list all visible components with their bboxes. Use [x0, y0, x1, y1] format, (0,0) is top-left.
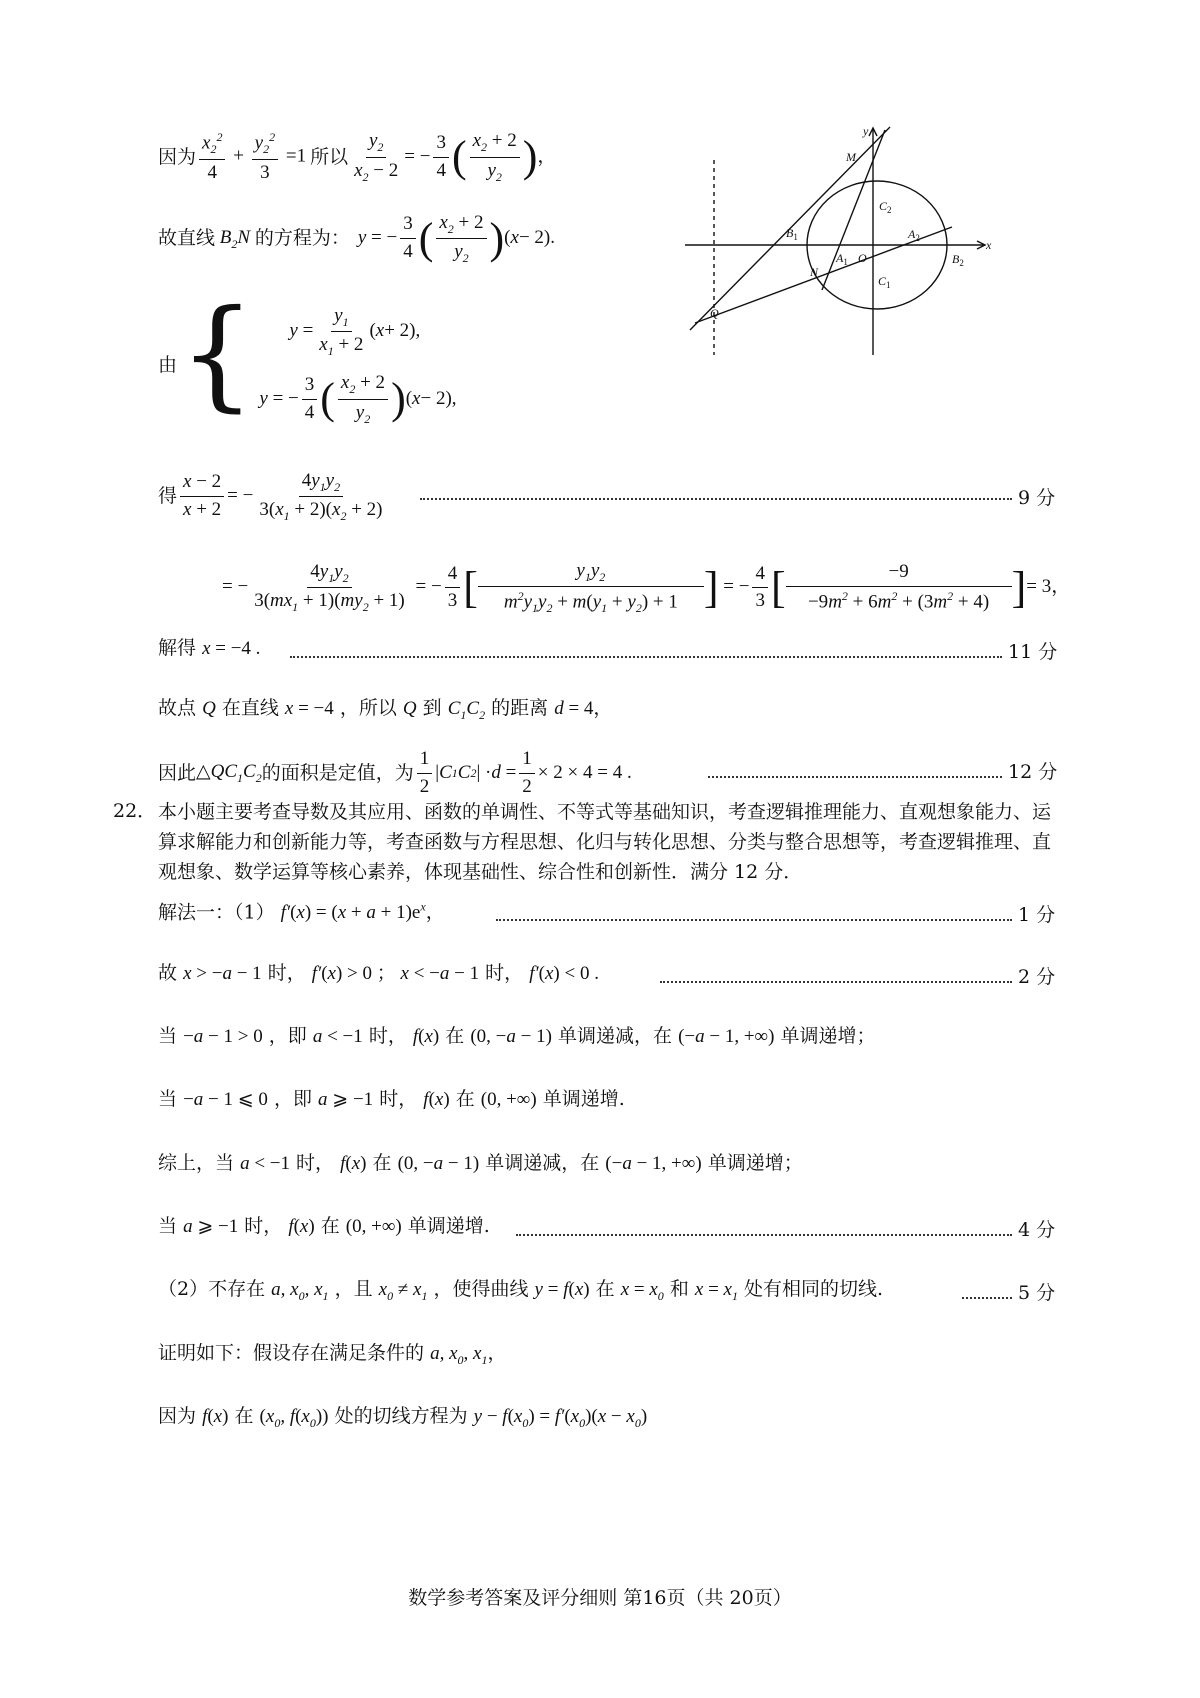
label-in-1: 在 [445, 1025, 465, 1047]
math-neq: $x_0 \ne x_1$ [378, 1279, 428, 1303]
eq-summary-2 [158, 1215, 490, 1239]
label-part2-mid3: 在 [595, 1278, 615, 1300]
math-tangent-eq: $y - f(x_0) = f'(x_0)(x - x_0)$ [473, 1406, 648, 1430]
eq-ellipse-line [158, 130, 556, 184]
system-row-2: y = − $\frac{3}{4}$ ( $\frac{x_2 + 2}{y_2}$ ) ( x − 2), [259, 372, 457, 426]
label-inc-2: 单调递增. [542, 1088, 625, 1110]
label-b2: $B_2$ [952, 252, 964, 268]
label-dec-2: 单调递减，在 [485, 1152, 600, 1174]
eq-case1 [158, 1025, 875, 1049]
label-inc-3: 单调递增； [707, 1152, 803, 1174]
eq-case2 [158, 1088, 625, 1112]
label-line-b2n: 故直线 [158, 227, 216, 250]
eq-sign [158, 962, 599, 986]
eq-tangent [158, 1405, 647, 1430]
label-in-2: 在 [455, 1088, 475, 1110]
math-f-2: f(x) [423, 1089, 450, 1110]
math-x1: $x = x_1$ [694, 1279, 738, 1303]
math-a-lt: a < −1 [312, 1026, 363, 1047]
math-cond1: x > −a − 1 [183, 963, 262, 984]
label-part2-tail: 处有相同的切线. [744, 1278, 884, 1300]
math-triangle: $\triangle QC_1C_2$ [196, 761, 262, 785]
label-part2-mid: ，且 [334, 1278, 373, 1300]
math-a-ge-2: a ⩾ −1 [183, 1216, 239, 1237]
label-so: 所以 [310, 145, 349, 168]
math-a-lt-2: a < −1 [240, 1153, 290, 1174]
label-q-mid2: ，所以 [339, 697, 397, 719]
label-in-3: 在 [372, 1152, 392, 1174]
math-int-1: (0, −a − 1) [470, 1026, 552, 1047]
label-from: 由 [158, 353, 178, 376]
label-when-5: 时， [296, 1152, 335, 1174]
line-q-b2 [695, 227, 952, 323]
label-o: O [858, 251, 867, 265]
math-f-1: f(x) [412, 1026, 440, 1047]
label-in-5: 在 [234, 1405, 254, 1427]
label-q: Q [710, 306, 719, 320]
math-ellipse: $\frac{x_2^2}{4}$ + $\frac{y_2^2}{3}$ =1 [196, 130, 306, 184]
label-ie-1: ，即 [268, 1025, 307, 1047]
dots-12 [708, 776, 1002, 778]
score-2: 2 分 [1018, 966, 1056, 988]
label-when-4: 时， [379, 1088, 418, 1110]
label-part2-and: 和 [669, 1278, 689, 1300]
math-case1-cond: −a − 1 > 0 [183, 1026, 263, 1047]
label-when-neg-1: 当 [158, 1025, 178, 1047]
eq-area [158, 748, 632, 799]
label-when-2: 时， [485, 962, 524, 984]
label-in-4: 在 [320, 1215, 340, 1237]
label-inc-4: 单调递增. [407, 1215, 490, 1237]
score-12: 12 分 [1008, 761, 1058, 783]
label-tangent: 因为 [158, 1405, 197, 1427]
label-part2-mid2: ，使得曲线 [433, 1278, 529, 1300]
math-chain: = − $\frac{4y_1y_2}{3(mx_1 + 1)(my_2 + 1)}$ = − $\frac{4}{3}$ [ $\frac{y_1y_2}{m^2y_1y_2 + m(y_1 + y_2) + 1}$ ] = − $\frac{4}{3}$ [ $\frac{-9}{-9m^2 + 6m^2 + (3m^2 + 4)}$ ] = 3， [222, 560, 1071, 616]
system-row-1: y = $\frac{y_1}{x_1 + 2}$ ( x + 2), [289, 305, 421, 358]
label-x: x [986, 238, 992, 252]
q22-paragraph: 本小题主要考查导数及其应用、函数的单调性、不等式等基础知识，考查逻辑推理能力、直观想象能力、运算求解能力和创新能力等，考查函数与方程思想、化归与转化思想、分类与整合思想等，考查逻辑推理、直观想象、数学运算等核心素养，体现基础性、综合性和创新性．满分 12 分． [158, 801, 1052, 883]
label-proof: 证明如下：假设存在满足条件的 [158, 1342, 425, 1364]
label-area-mid: 的面积是定值，为 [261, 761, 414, 784]
math-int-5: (−a − 1, +∞) [605, 1153, 702, 1174]
score-5: 5 分 [1018, 1282, 1056, 1304]
score-11: 11 分 [1008, 641, 1058, 663]
label-when-3: 时， [368, 1025, 407, 1047]
math-d4: d = 4， [554, 698, 613, 719]
dots-4 [516, 1234, 1012, 1236]
label-b1: $B_1$ [786, 226, 798, 242]
math-area: $\frac{1}{2}$ | C 1 C 2 | · d = $\frac{1}{2}$ × 2 × 4 = 4 . [414, 748, 632, 799]
dots-1 [496, 919, 1012, 921]
label-q-mid3: 到 [422, 697, 442, 719]
math-int-3: (0, +∞) [480, 1089, 537, 1110]
score-4: 4 分 [1018, 1219, 1056, 1241]
math-int-4: (0, −a − 1) [397, 1153, 480, 1174]
label-when-neg-2: 当 [158, 1088, 178, 1110]
label-method1: 解法一：（1） [158, 901, 275, 924]
page-footer: 数学参考答案及评分细则 第16页（共 20页） [408, 1587, 792, 1609]
system-rows [259, 305, 456, 426]
dots-5 [962, 1297, 1012, 1299]
math-fprime: $f'(x) = (x + a + 1)e^x$， [280, 900, 445, 924]
label-when-6: 时， [244, 1215, 283, 1237]
label-because: 因为 [158, 145, 197, 168]
label-m: M [846, 150, 856, 164]
eq-line-b2n [158, 212, 555, 265]
eq-equals-3 [222, 560, 1070, 616]
eq-result-9 [158, 470, 388, 523]
math-x-neg4: x = −4 [284, 698, 334, 719]
eq-summary [158, 1152, 803, 1176]
label-so-gt: 故 [158, 962, 178, 984]
math-fp-neg: f′(x) < 0 . [529, 963, 599, 984]
score-1: 1 分 [1018, 904, 1056, 926]
math-f-4: f(x) [288, 1216, 315, 1237]
label-a1: $A_1$ [836, 251, 848, 267]
label-q-tail: 的距离 [491, 697, 549, 719]
math-slope: $\frac{y_2}{x_2 - 2}$ = − $\frac{3}{4}$ ( $\frac{x_2 + 2}{y_2}$ ) ， [354, 130, 557, 184]
label-summary: 综上，当 [158, 1152, 235, 1174]
math-x-eq: x = −4 . [202, 638, 261, 659]
label-tangent-mid: 处的切线方程为 [334, 1405, 468, 1427]
math-b2n: $B_2N$ [215, 226, 255, 251]
eq-solve-x [158, 637, 260, 661]
math-fp-pos: f′(x) > 0 ； x < −a − 1 [311, 963, 480, 984]
label-area-intro: 因此 [158, 761, 197, 784]
label-q-mid: 在直线 [221, 697, 279, 719]
math-f-3: f(x) [340, 1153, 367, 1174]
math-int-6: (0, +∞) [345, 1216, 402, 1237]
label-line-b2n-tail: 的方程为： [254, 227, 350, 250]
math-x0: $x = x_0$ [620, 1279, 664, 1303]
brace-left: { [179, 285, 256, 425]
math-a-ge: a ⩾ −1 [318, 1089, 374, 1110]
score-9: 9 分 [1018, 487, 1056, 509]
label-when-1: 时， [267, 962, 306, 984]
label-q-on-line: 故点 [158, 697, 197, 719]
label-when-neg-3: 当 [158, 1215, 178, 1237]
label-n: N [810, 265, 819, 279]
math-params-2: a, $x_0$, $x_1$， [430, 1343, 507, 1367]
label-y: y [863, 125, 869, 138]
math-q1: Q [202, 698, 216, 719]
math-case2-cond: −a − 1 ⩽ 0 [183, 1089, 268, 1110]
math-curve: y = f(x) [534, 1279, 590, 1300]
label-dec-1: 单调递减，在 [558, 1025, 673, 1047]
dots-2 [660, 981, 1012, 983]
math-int-2: (−a − 1, +∞) [678, 1026, 775, 1047]
label-part2: （2）不存在 [158, 1278, 266, 1300]
label-c2: $C_2$ [879, 199, 892, 215]
label-solve: 解得 [158, 637, 197, 659]
label-a2: $A_2$ [908, 227, 920, 243]
label-get: 得 [158, 485, 178, 508]
eq-derivative [158, 900, 445, 925]
eq-q-line [158, 697, 612, 722]
math-params: a, $x_0$, $x_1$ [271, 1279, 329, 1303]
math-ratio: $\frac{x - 2}{x + 2}$ = − $\frac{4y_1y_2}{3(x_1 + 2)(x_2 + 2)}$ [177, 470, 388, 523]
math-q2: Q [402, 698, 417, 719]
eq-system [158, 285, 457, 426]
label-inc-1: 单调递增； [780, 1025, 876, 1047]
math-b2n-eq: y = − $\frac{3}{4}$ ( $\frac{x_2 + 2}{y_2}$ ) ( x − 2). [357, 212, 555, 265]
eq-proof [158, 1342, 506, 1367]
label-ie-2: ，即 [273, 1088, 312, 1110]
math-f-5: f(x) [202, 1406, 229, 1427]
eq-part2 [158, 1278, 883, 1303]
geometry-figure [680, 125, 1000, 355]
math-point: ($x_0$, $f(x_0)$) [259, 1406, 329, 1430]
label-c1: $C_1$ [878, 274, 891, 290]
math-c1c2: $C_1C_2$ [447, 698, 486, 722]
q22-number: 22． [113, 800, 157, 822]
dots-9 [420, 498, 1012, 500]
dots-11 [290, 656, 1002, 658]
